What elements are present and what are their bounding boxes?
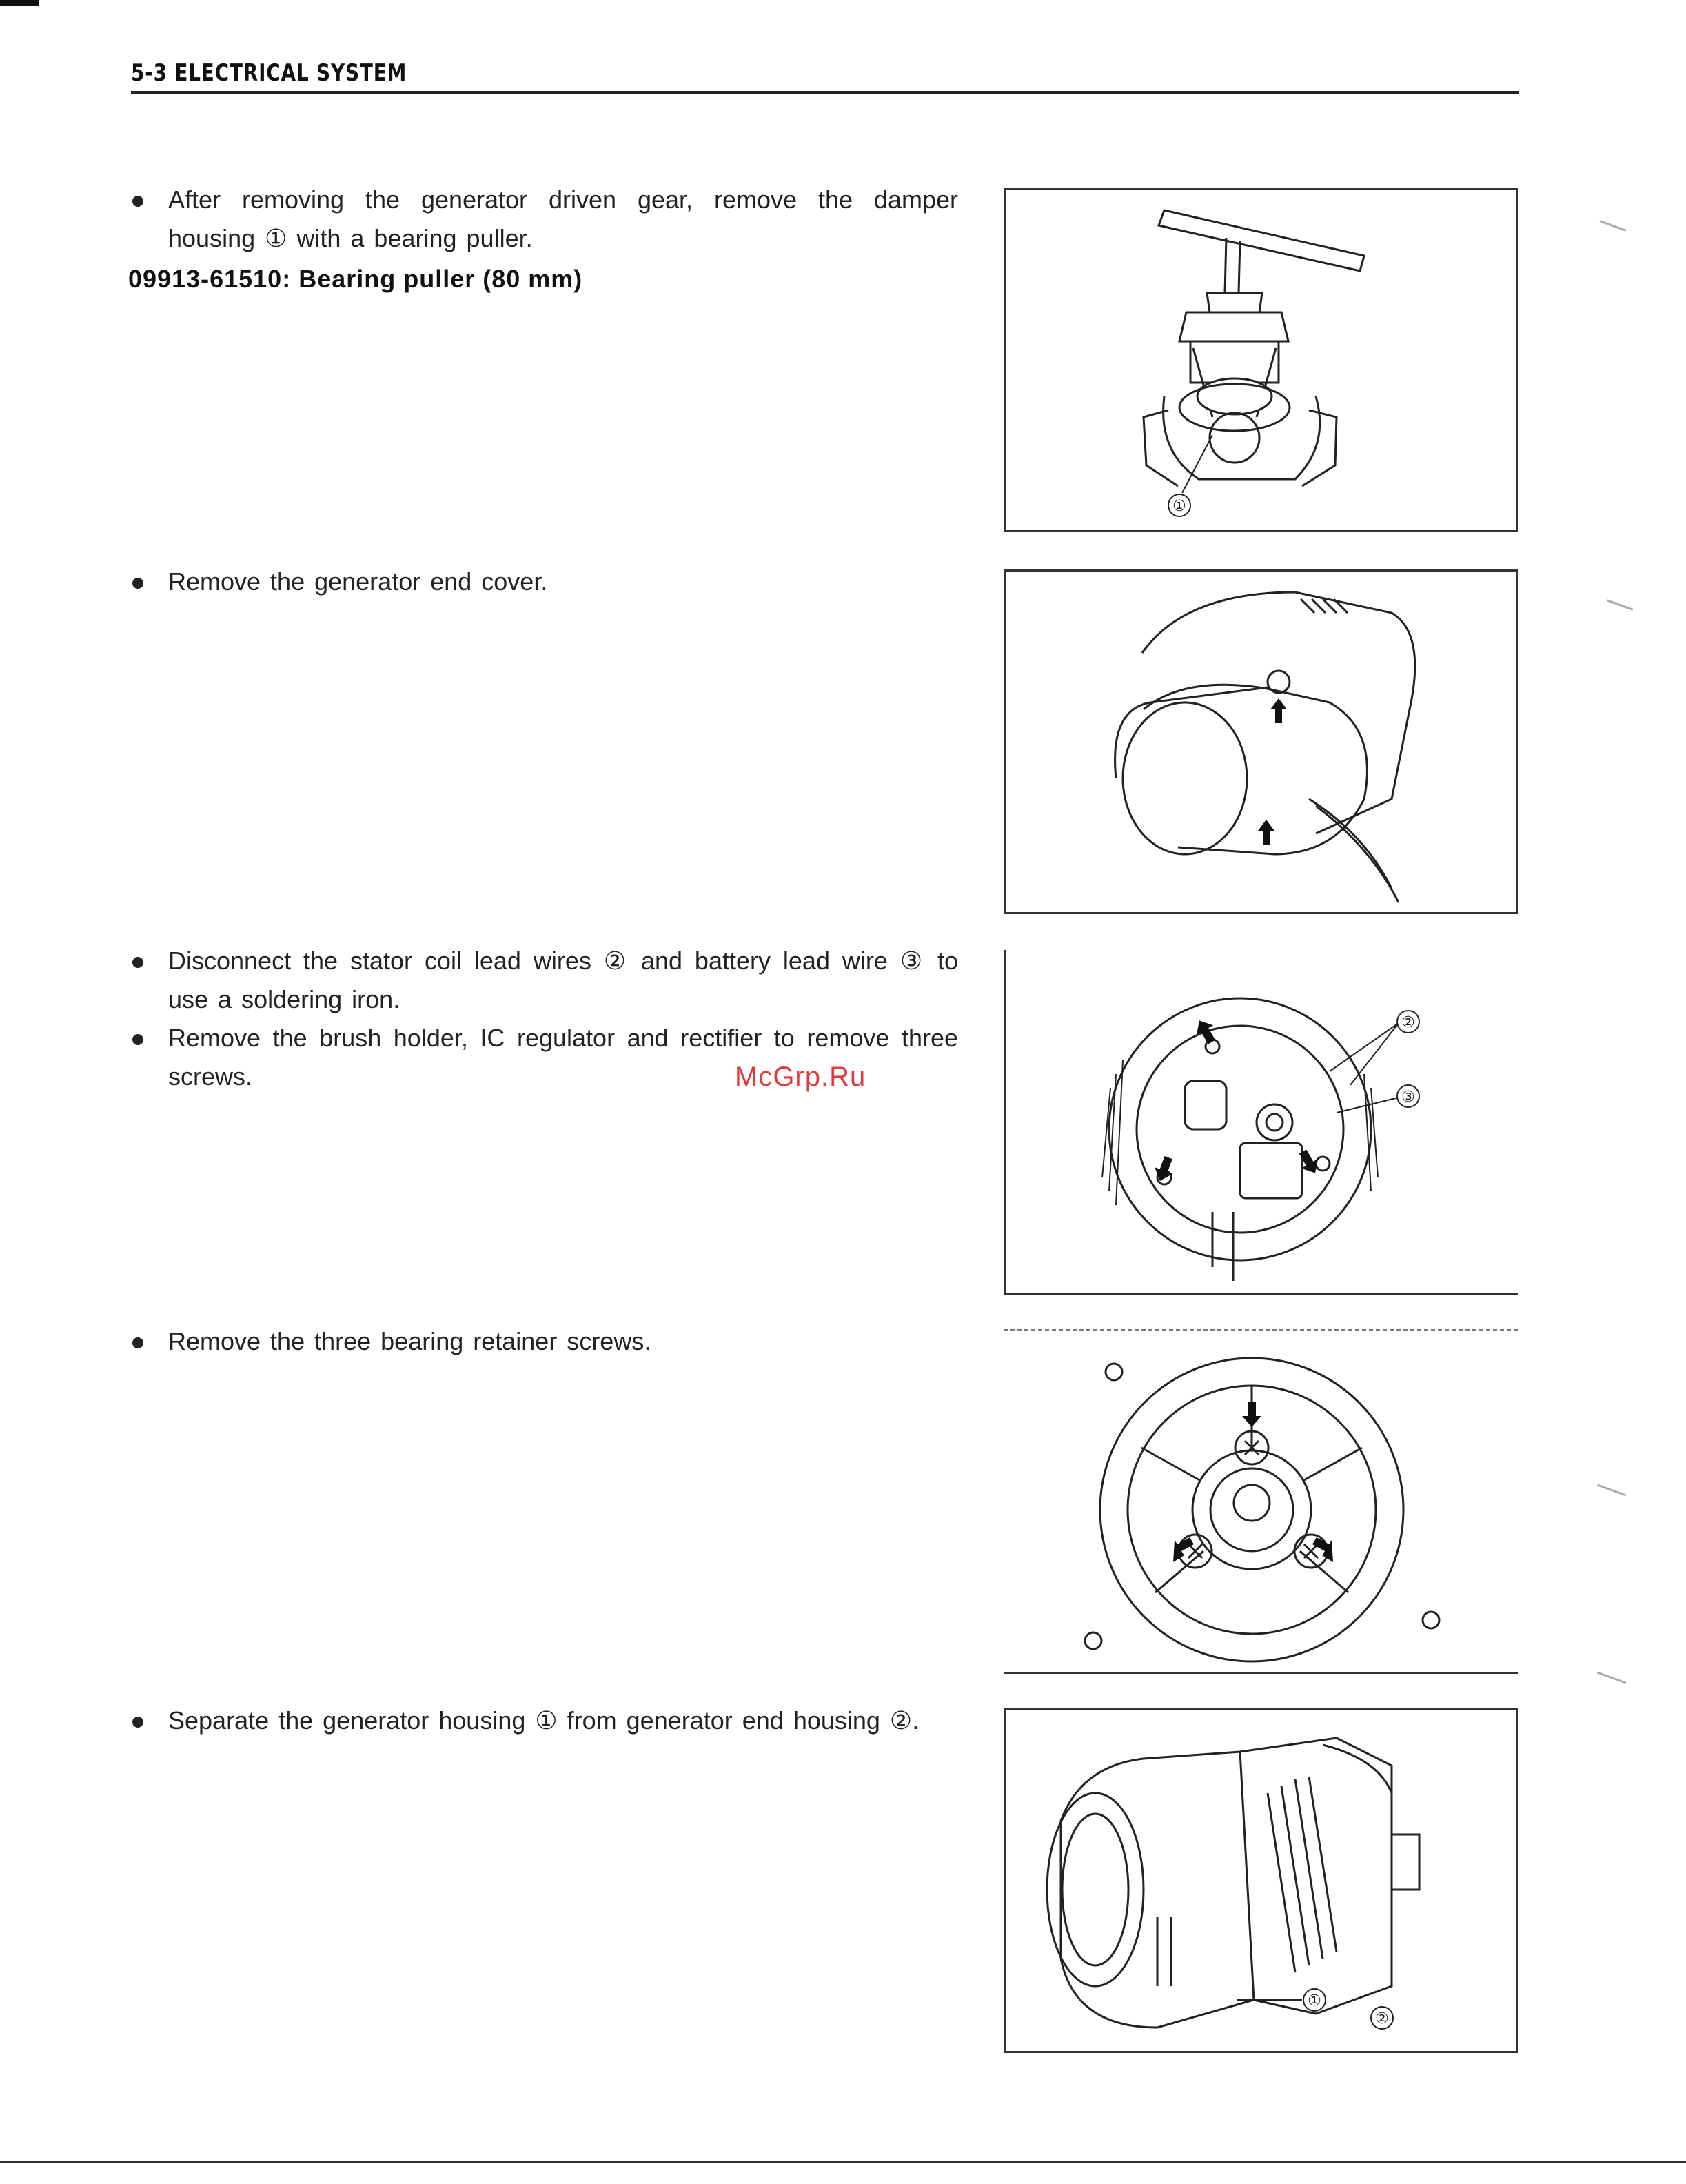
bullet-icon <box>132 578 143 589</box>
bullet-icon <box>132 1034 143 1045</box>
watermark: McGrp.Ru <box>735 1062 866 1092</box>
step-section-4 <box>124 1322 958 1361</box>
callout-label: ② <box>1401 1014 1415 1031</box>
special-tool-note: 09913-61510: Bearing puller (80 mm) <box>128 265 583 293</box>
step-item <box>124 942 958 1019</box>
callout-label: ③ <box>1401 1089 1415 1106</box>
callout-label: ① <box>1308 1992 1321 2010</box>
figure-bearing-retainer <box>1004 1329 1518 1674</box>
footer-rule <box>0 2161 1686 2163</box>
bearing-retainer-illustration <box>1004 1331 1514 1671</box>
step-item <box>124 181 958 258</box>
scan-artifact <box>1597 1672 1626 1684</box>
step-item <box>124 1701 958 1740</box>
callout-label: ① <box>1172 498 1186 515</box>
bullet-icon <box>132 196 143 207</box>
figure-bearing-puller <box>1004 188 1518 532</box>
step-item <box>124 563 958 601</box>
scan-artifact <box>1607 599 1634 610</box>
bullet-icon <box>132 1337 143 1348</box>
step-text: Remove the generator end cover. <box>168 567 548 596</box>
step-section-1 <box>124 181 958 294</box>
figure-housing-separation <box>1004 1708 1518 2053</box>
page-header <box>131 57 1519 94</box>
figure-brush-holder <box>1004 950 1518 1295</box>
figure-end-cover <box>1004 569 1518 914</box>
bullet-icon <box>132 957 143 968</box>
step-item <box>124 1322 958 1361</box>
step-text: Remove the three bearing retainer screws. <box>168 1327 651 1355</box>
end-cover-illustration <box>1006 572 1516 912</box>
step-text: Remove the brush holder, IC regulator and rectifier to remove three screws. <box>168 1024 958 1091</box>
step-section-5 <box>124 1701 958 1740</box>
figure-3-callouts <box>1006 950 1516 1291</box>
step-section-2 <box>124 563 958 601</box>
page-title: 5-3 ELECTRICAL SYSTEM <box>131 59 407 87</box>
callout-label: ② <box>1375 2010 1389 2028</box>
corner-mark <box>0 0 39 6</box>
step-text: Disconnect the stator coil lead wires ② and battery lead wire ③ to use a soldering iron. <box>168 947 958 1013</box>
step-text: Separate the generator housing ① from generator end housing ②. <box>168 1706 920 1735</box>
step-text: After removing the generator driven gear, remove the damper housing ① with a bearing puller. <box>168 185 958 252</box>
figure-5-callouts <box>1006 1710 1516 2051</box>
scan-artifact <box>1597 1484 1626 1497</box>
bullet-icon <box>132 1717 143 1728</box>
figure-1-callouts <box>1006 190 1516 530</box>
scan-artifact <box>1600 220 1627 231</box>
